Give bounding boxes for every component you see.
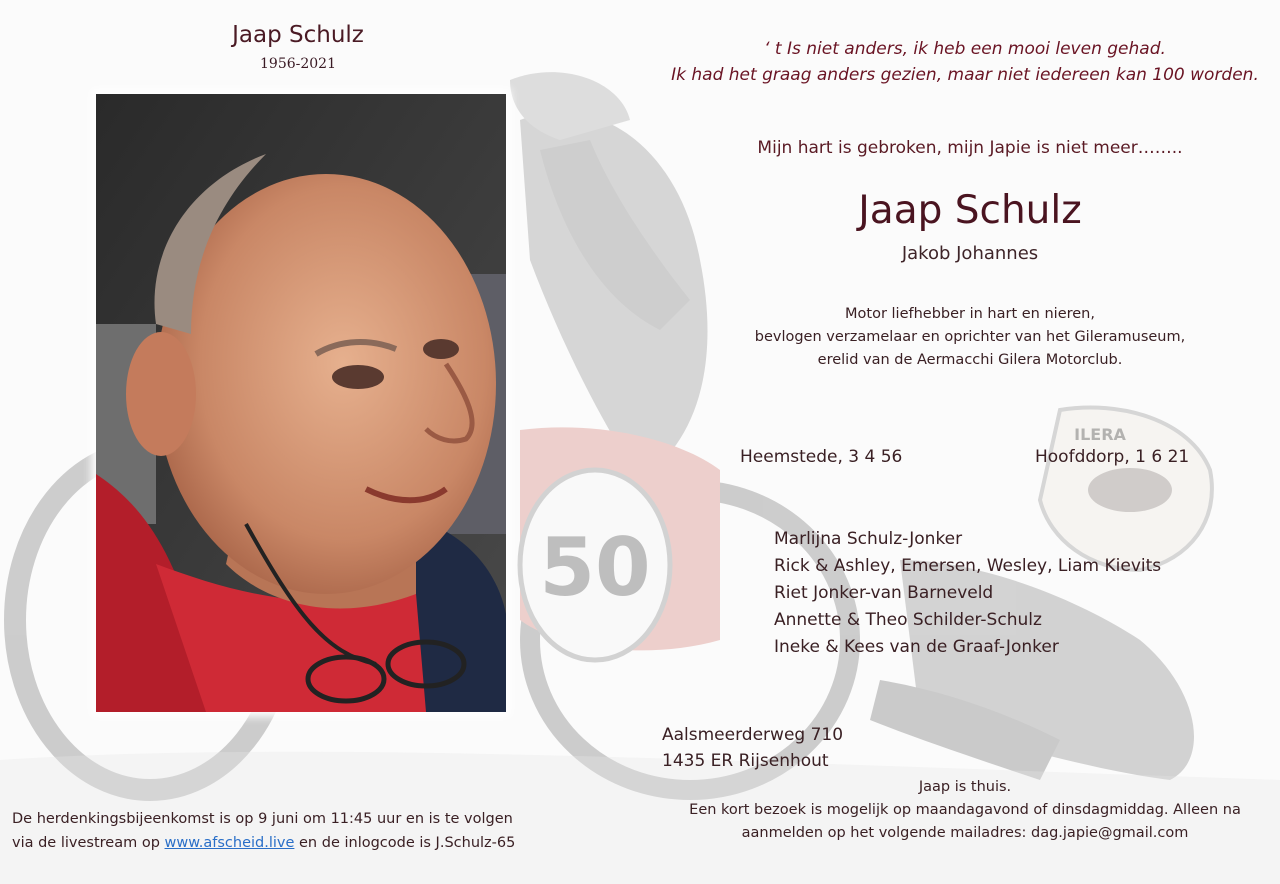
left-header-name: Jaap Schulz [232, 22, 364, 48]
quote-line-2: Ik had het graag anders gezien, maar niet iedereen kan 100 worden. [671, 65, 1259, 85]
deceased-name: Jaap Schulz [858, 188, 1082, 233]
relative-item: Annette & Theo Schilder-Schulz [774, 610, 1042, 630]
bio-block [700, 303, 1240, 372]
relative-item: Marlijna Schulz-Jonker [774, 529, 963, 549]
address-city: 1435 ER Rijsenhout [662, 751, 829, 771]
relative-item: Ineke & Kees van de Graaf-Jonker [774, 637, 1059, 657]
livestream-note [12, 807, 612, 855]
bio-line-3: erelid van de Aermacchi Gilera Motorclub. [817, 352, 1123, 368]
livestream-line-2 [12, 831, 612, 855]
relative-item: Riet Jonker-van Barneveld [774, 583, 994, 603]
livestream-link[interactable]: www.afscheid.live [164, 835, 295, 851]
livestream-suffix: en de inlogcode is J.Schulz-65 [294, 835, 516, 851]
relative-item: Rick & Ashley, Emersen, Wesley, Liam Kievits [774, 556, 1162, 576]
bio-line-1: Motor liefhebber in hart en nieren, [845, 306, 1095, 322]
left-header-years: 1956-2021 [260, 56, 336, 72]
bio-line-2: bevlogen verzamelaar en oprichter van het Gileramuseum, [754, 329, 1186, 345]
helmet-lettering: ILERA [1074, 425, 1126, 444]
livestream-prefix: via de livestream op [12, 835, 165, 851]
birth-place-date: Heemstede, 3 4 56 [740, 447, 903, 467]
relatives-list [774, 526, 1161, 661]
livestream-line-1: De herdenkingsbijeenkomst is op 9 juni om 11:45 uur en is te volgen [12, 811, 513, 827]
visit-note-line-2: Een kort bezoek is mogelijk op maandagavond of dinsdagmiddag. Alleen na [689, 802, 1241, 818]
quote-block [650, 36, 1280, 88]
death-place-date: Hoofddorp, 1 6 21 [1035, 447, 1190, 467]
visit-note-line-3: aanmelden op het volgende mailadres: dag.japie@gmail.com [741, 825, 1189, 841]
deceased-given-names: Jakob Johannes [901, 243, 1039, 264]
quote-line-1: ‘ t Is niet anders, ik heb een mooi leven gehad. [764, 39, 1166, 59]
portrait-photo [96, 94, 506, 712]
broken-heart-line: Mijn hart is gebroken, mijn Japie is niet meer…….. [757, 138, 1183, 158]
portrait-illustration [96, 94, 506, 712]
race-number: 50 [539, 521, 651, 614]
visit-note-line-1: Jaap is thuis. [918, 779, 1012, 795]
address-street: Aalsmeerderweg 710 [662, 725, 844, 745]
visit-note [650, 776, 1280, 845]
address-block [662, 722, 843, 774]
